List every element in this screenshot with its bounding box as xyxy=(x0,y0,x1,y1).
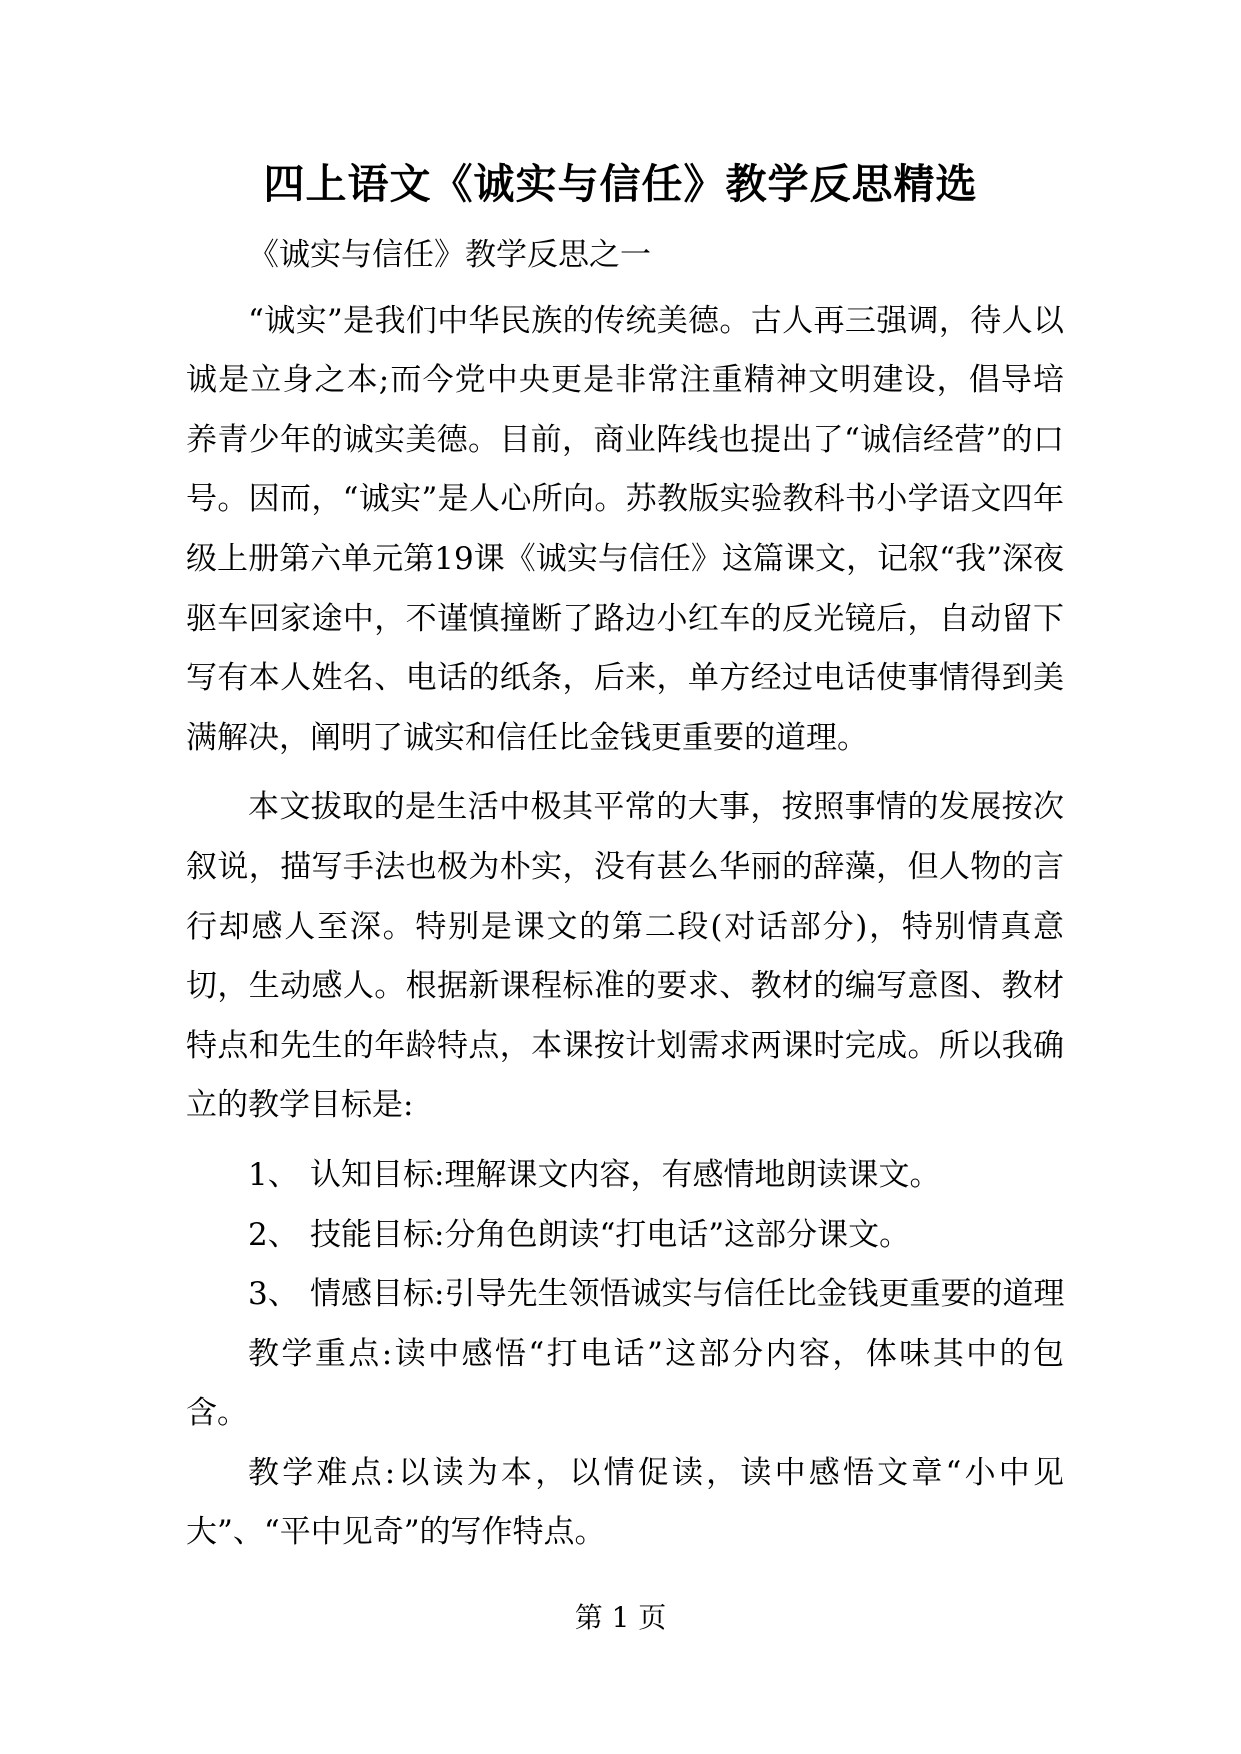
paragraph-intro: “诚实”是我们中华民族的传统美德。古人再三强调，待人以诚是立身之本;而今党中央更是非常注重精神文明建设，倡导培养青少年的诚实美德。目前，商业阵线也提出了“诚信经营”的口号。因而，“诚实”是人心所向。苏教版实验教科书小学语文四年级上册第六单元第19课《诚实与信任》这篇课文，记叙“我”深夜驱车回家途中，不谨慎撞断了路边小红车的反光镜后，自动留下写有本人姓名、电话的纸条，后来，单方经过电话使事情得到美满解决，阐明了诚实和信任比金钱更重要的道理。 xyxy=(186,302,1064,756)
goal-text: 技能目标:分角色朗读“打电话”这部分课文。 xyxy=(310,1216,911,1253)
paragraph-analysis: 本文拔取的是生活中极其平常的大事，按照事情的发展按次叙说，描写手法也极为朴实，没有甚么华丽的辞藻，但人物的言行却感人至深。特别是课文的第二段(对话部分)，特别情真意切，生动感人。根据新课程标准的要求、教材的编写意图、教材特点和先生的年龄特点，本课按计划需求两课时完成。所以我确立的教学目标是: xyxy=(186,789,1064,1124)
goal-number: 2、 xyxy=(248,1216,299,1253)
goal-number: 1、 xyxy=(248,1156,299,1193)
paragraph-gap xyxy=(186,768,1064,778)
goal-item xyxy=(186,1146,1064,1206)
key-point: 教学重点:读中感悟“打电话”这部分内容，体味其中的包含。 xyxy=(186,1335,1064,1432)
goal-text: 情感目标:引导先生领悟诚实与信任比金钱更重要的道理 xyxy=(310,1276,1065,1313)
document-body xyxy=(186,226,1064,1563)
document-title: 四上语文《诚实与信任》教学反思精选 xyxy=(263,160,978,208)
goal-item xyxy=(186,1265,1064,1325)
goal-text: 认知目标:理解课文内容，有感情地朗读课文。 xyxy=(310,1156,941,1193)
difficulty-point: 教学难点:以读为本，以情促读，读中感悟文章“小中见大”、“平中见奇”的写作特点。 xyxy=(186,1454,1064,1551)
goal-item xyxy=(186,1206,1064,1266)
section-subtitle: 《诚实与信任》教学反思之一 xyxy=(248,237,651,273)
page-number: 第 1 页 xyxy=(574,1601,667,1634)
goal-number: 3、 xyxy=(248,1276,299,1313)
paragraph-gap xyxy=(186,1136,1064,1146)
